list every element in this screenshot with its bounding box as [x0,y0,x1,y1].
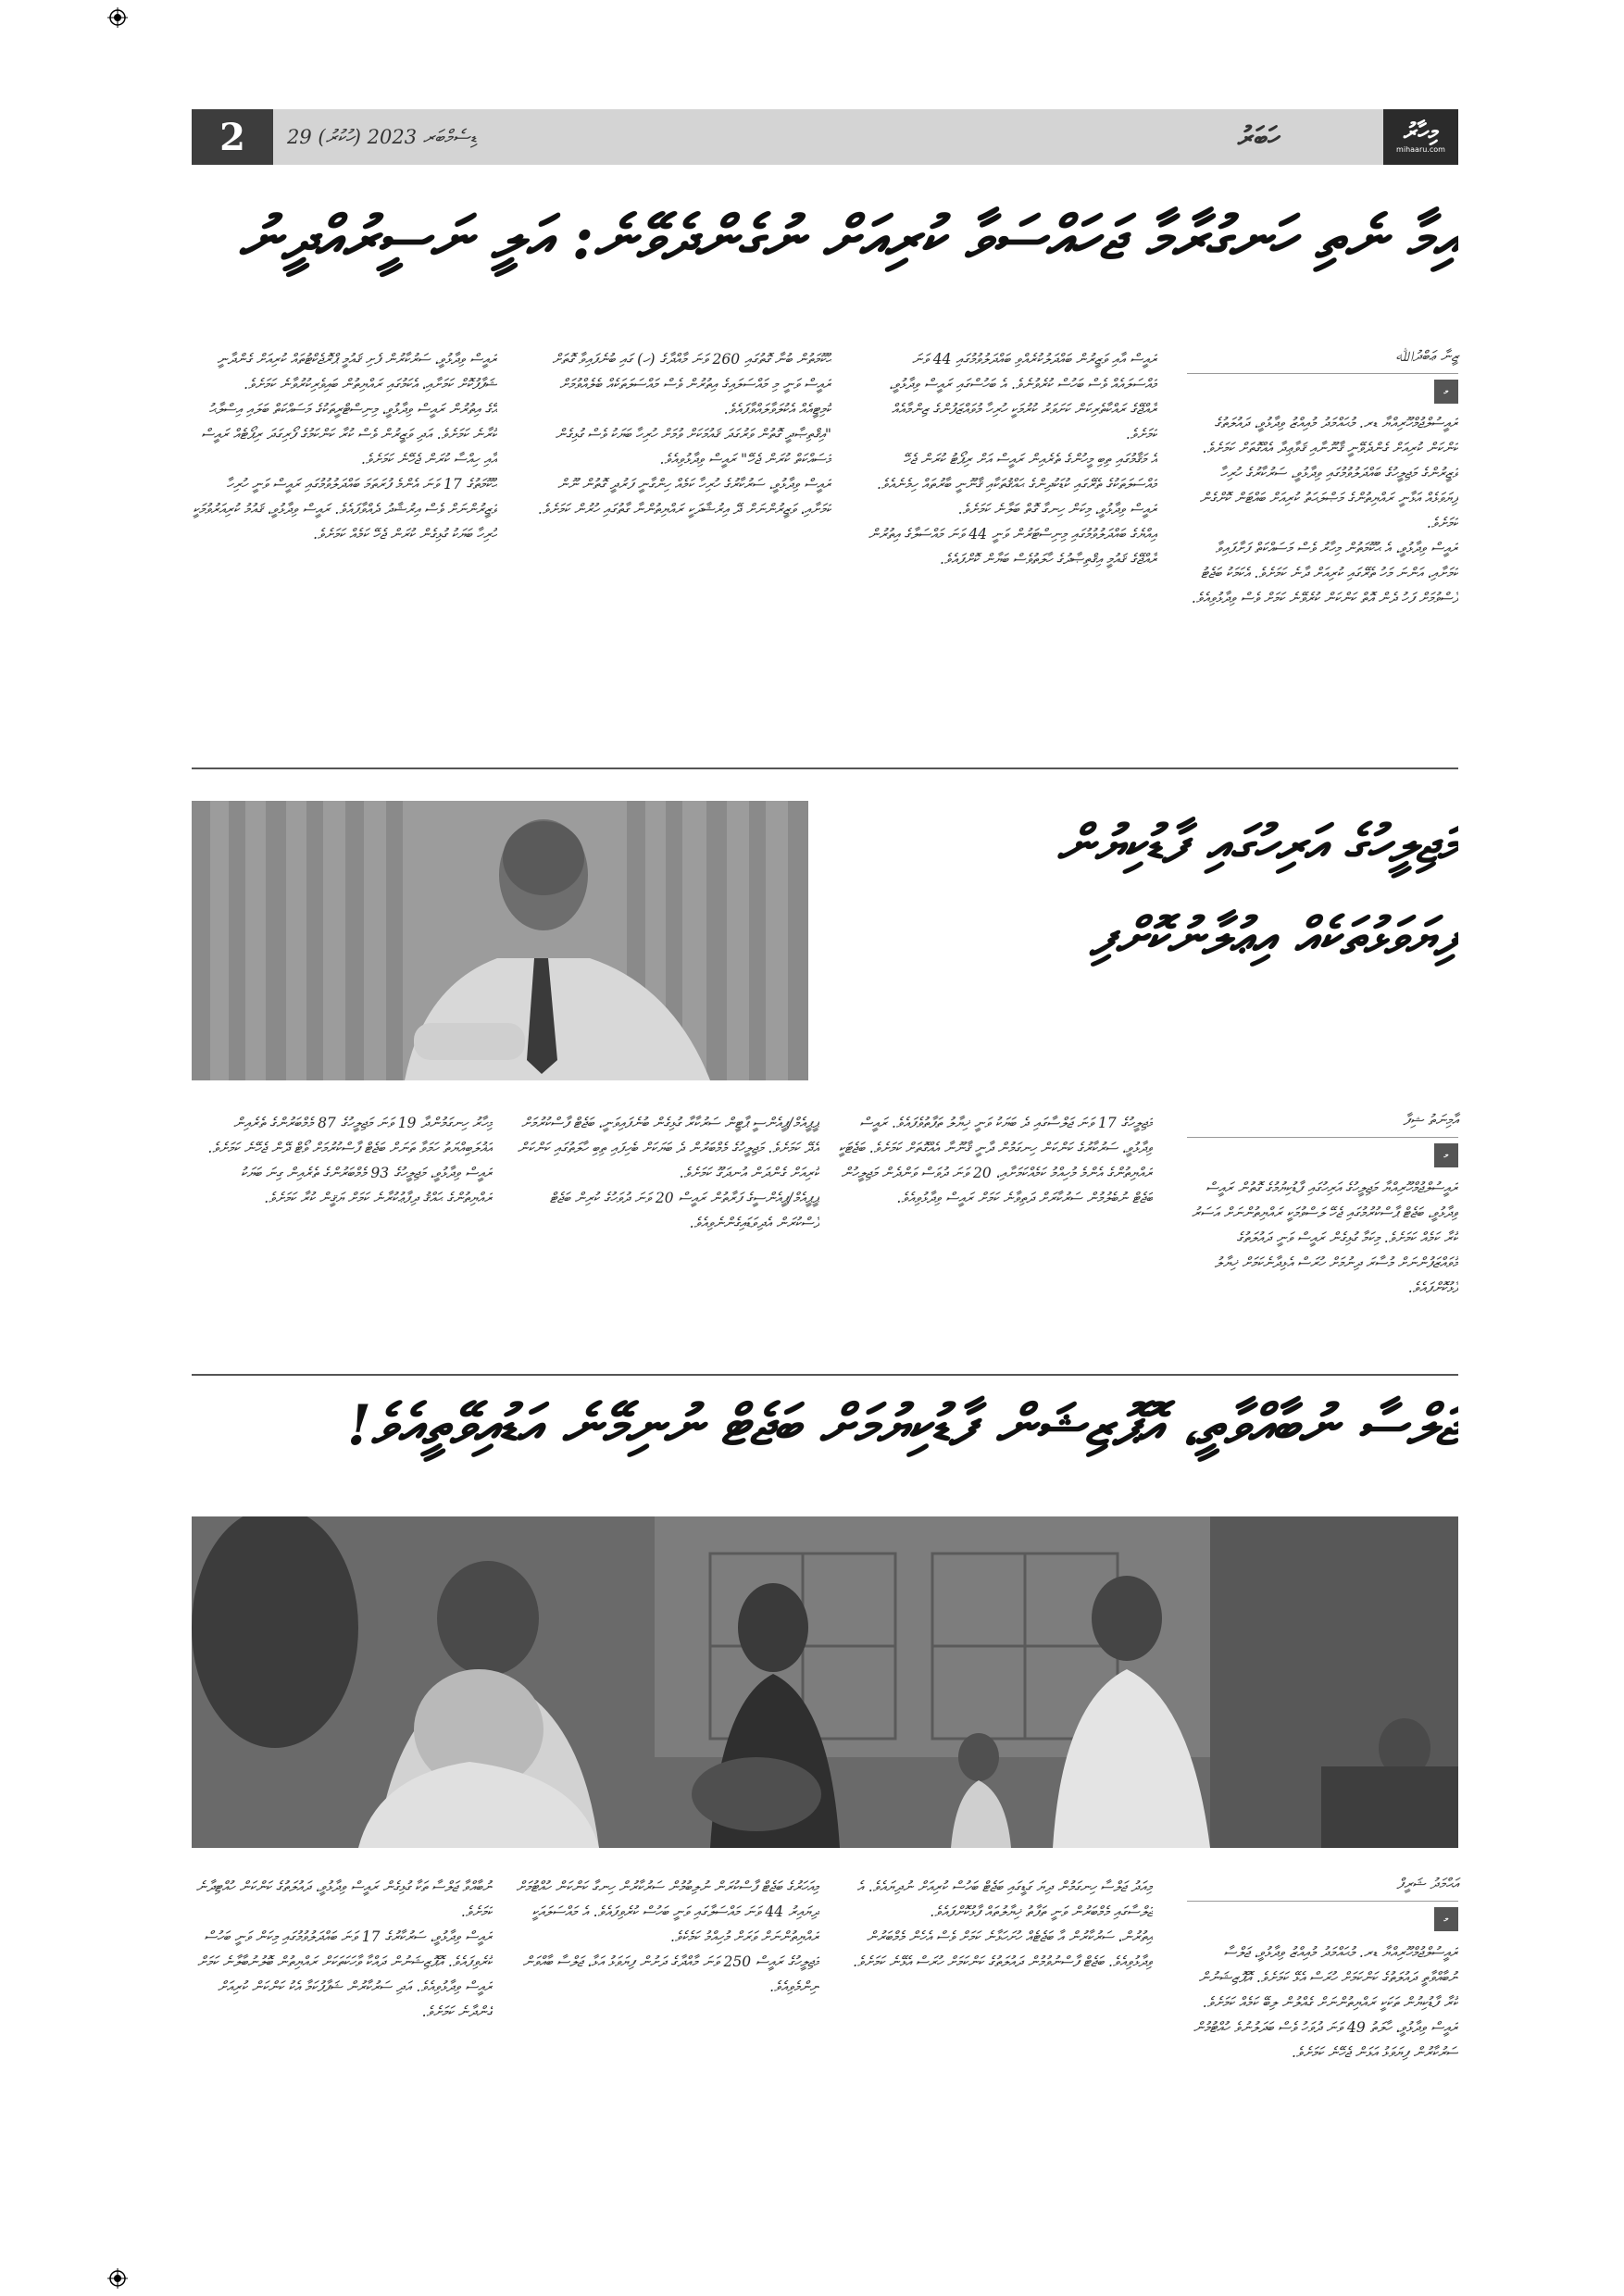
section-divider [192,767,1458,769]
article-3-column-4: ނުބާއްވާ ޖަލްސާ ތަކާ ގުޅިގެން ރައީސް ވިދާޅުވީ، ދައުލަތުގެ ކަންކަން ހުއްޓިދާނެ ކަމަށެވެ. ރައީސް ވިދާޅުވީ، ސަރުކާރުގެ 17 ވަނަ ބައްދަލުވުމުގައި މިކަން ވަނީ ބަހުސް ކުރެވިފައެވެ. އޮޕޮޒިޝަނުން ދައްކާ ވާހަކަތަކަށް ރައްޔިތުން ބޮލުނުބާލާނެ ކަމަށް ރައީސް ވިދާޅުވިއެވެ. އަދި ސަރުކާރުން ޝަފާފުކަމާ އެކު ކަންކަން ކުރިއަށް ގެންދާނެ ކަމަށެވެ. [195,1878,493,2020]
article-2-byline: އާމިނަތު ޝިފާ [1403,1111,1458,1129]
byline-rule [1187,1137,1458,1138]
article-1-byline: ޒީނާ ޢަބްދުﷲ [1394,347,1458,365]
article-2-headline-line-2: ފިޔަވަޅުތަކެއް އިޢުލާނުކޮށްފި [1090,906,1458,967]
article-2-headline-line-1: މަޖިލީހުގެ އަރިހުގައި ފާޑުކިޔުން [1056,814,1458,875]
article-3-photo [192,1516,1458,1848]
article-1-column-4: ރައީސް ވިދާޅުވީ، ސަރުކާރުން ފެށި ޤައުމީ ޕްރޮޖެކްޓުތައް ކުރިއަށް ގެންދާނީ ޝަފާފުކޮށް ކަމަށާއި، އެކަމުގައި ރައްޔިތުން ބައިވެރިކުރުވާނެ ކަމަށެވެ. އޭގެ އިތުރުން ރައީސް ވިދާޅުވީ، މިނިސްޓްރީތަކުގެ މަސައްކަތް ބަލައި އިސްލާޙު ކުރާނެ ކަމަށެވެ. އަދި ވަޒީރުން ވެސް ކުރާ ކަންކަމުގެ ފޯރިގަދަ ރިޕޯޓެއް ރައީސް އާއި ހިއްސާ ކުރަން ޖެހޭނެ ކަމަށެވެ. ޙުކޫމަތުގެ 17 ވަނަ އެންމެ ފުރަތަމަ ބައްދަލުވުމުގައި ރައީސް ވަނީ ހުރިހާ ވަޒީރުންނަށް ވެސް އިރުޝާދު ދެއްވާފައެވެ. ރައީސް ވިދާޅުވީ، ޤައުމު ކުރިއަރުވުމަކީ ހުރިހާ ބަޔަކު ގުޅިގެން ކުރަން ޖެހޭ ކަމެއް ކަމަށެވެ. [193,351,497,543]
article-3-byline: އަޙްމަދު ޝަރީފް [1396,1875,1458,1892]
article-2-photo [192,801,808,1080]
logo-sub: mihaaru.com [1396,145,1445,154]
byline-rule [1187,373,1458,374]
mihaaru-logo-icon: މ [1434,380,1458,404]
article-2-column-2: މަޖިލީހުގެ 17 ވަނަ ޖަލްސާގައި ދެ ބަޔަކު ވަނީ ޚިޔާލު ތަފާތުވެފައެވެ. ރައީސް ވިދާޅުވީ، ސަރުކާރުގެ ކަންކަން ހިނގަމުން ދާނީ ޤާނޫނާ އެއްގޮތަށް ކަމަށެވެ. ބަޖެޓަކީ ރައްޔިތުންގެ އެންމެ މުހިއްމު ކަމެއްކަމަށާއި، 20 ވަނަ ދުވަސް ވަންދެން މަޖިލީހުން ބަޖެޓް ނުބެލުމުން ސަރުކާރަށް ދަތިވާނެ ކަމަށް ރައީސް ވިދާޅުވިއެވެ. [838,1115,1153,1206]
article-1-column-3: ޙުކޫމަތުން ބުނާ ގޮތުގައި 260 ވަނަ މާއްދާގެ (ހ) ގައި ބުނެފައިވާ ގޮތަށް ރައީސް ވަނީ މި މައްސަލައިގެ އިތުރުން ވެސް މައްސަލަތަކެއް ބެލެއްވުމަށް ކޮމިޓީއެއް އެކުލަވާލައްވާފައެވެ. "އިޤްތިޞާދީ ގޮތުން ވަރުގަދަ ޤައުމަކަށް ވުމަށް ހުރިހާ ބަޔަކު ވެސް ގުޅިގެން މަސައްކަތް ކުރަން ޖެހޭ" ރައީސް ވިދާޅުވިއެވެ. ރައީސް ވިދާޅުވީ، ސަރުކާރުގެ ހުރިހާ ކަމެއް ހިންގާނީ ފަރުދީ ގޮތުން ނޫން ކަމަށާއި، ވަޒީރުންނަށް ދޭ އިރުޝާދަކީ ރައްޔިތުންނާ ގާތުގައި ހުރުން ކަމަށެވެ. [537,351,831,518]
article-1-headline: އިމާ ނެތި ހަނގުރާމާ ޖަހައްސަވާ ކުރިއަށް ނުގެންދެވޭނެ: އަލީ ނަސީރުއްދީނު [238,204,1458,273]
article-1-column-2: ރައީސް އާއި ވަޒީރުން ބައްދަލުކުރެއްވި ބައްދަލުވުމުގައި 44 ވަނަ މައްސަލައެއް ވެސް ބަހުސް ކުރެވުނެވެ. އެ ބަހުސްގައި ރައީސް ވިދާޅުވީ، ރާއްޖޭގެ ރައްކާތެރިކަން ކަށަވަރު ކުރުމަކީ ހުރިހާ މުވައްޒަފުންގެ ޒިންމާއެއް ކަމަށެވެ. އެ މަޤާމުގައި ތިބި މީހުންގެ ތެރެއިން ރައީސް އަށް ރިޕޯޓު ކުރަން ޖެހޭ މައްސަލަތަކުގެ ތެރޭގައި ކުޑަކުދިންގެ ޙައްޤުތަކާއި ޤާނޫނީ ބާރުތައް ހިމެނެއެވެ. ރައީސް ވިދާޅުވީ، މިކަން ހިނގާ ގޮތް ބަލާނެ ކަމަށެވެ. އިއްޔެގެ ބައްދަލުވުމުގައި މިނިސްޓަރުން ވަނީ 44 ވަނަ މައްސަލާގެ އިތުރުން ރާއްޖޭގެ ޤައުމީ އިޤްތިޞާދުގެ ހާލަތުވެސް ބަޔާން ކޮށްފައެވެ. [868,351,1157,568]
article-3-column-2: މިއަދު ޖަލްސާ ހިނގަމުން ދިޔަ ގަޑީގައި ބަޖެޓް ބަހުސް ކުރިއަށް ނުދިޔައެވެ. އެ ޖަލްސާގައި މެމްބަރުން ވަނީ ތަފާތު ޚިޔާލުތައް ފާޅުކޮށްފައެވެ. އިތުރުން، ސަރުކާރުން އާ ބަޖެޓެއް ހުށަހަޅާނެ ކަމަށް ވެސް އެހެން މެމްބަރުން ވިދާޅުވިއެވެ. ބަޖެޓް ފާސްނުވުމުން ދައުލަތުގެ ކަންކަމަށް ހުރަސް އެޅޭނެ ކަމަށެވެ. [853,1878,1153,1970]
article-1-column-1: ރައީސުލްޖުމްހޫރިއްޔާ ޑރ. މުޙައްމަދު މުއިއްޒު ވިދާޅުވީ، ދައުލަތުގެ ކަންކަން ކުރިއަށް ގެންދެވޭނީ ޤާނޫނާއި ޤަވާޢިދާ އެއްގޮތަށް ކަމަށެވެ. ވަޒީރުންގެ މަޖިލީހުގެ ބައްދަލުވުމުގައި ވިދާޅުވީ، ސަރުކާރުގެ ހުރިހާ ފިޔަވަޅެއް އަޅާނީ ރައްޔިތުންގެ މަޞްލަޙަތު ކުރިއަށް ބައްޓަން ކޮށްގެން ކަމަށެވެ. ރައީސް ވިދާޅުވީ، އެ ޙުކޫމަތުން މިހާރު ވެސް މަސައްކަތް ފަށާފައިވާ ކަމަށާއި، އަންނަ މަހު ތެރޭގައި ކުރިއަށް ދާނެ ކަމަށެވެ. އެކަމަކު ބަޖެޓު ފާސްވުމަށް ފަހު ދެން އޮތް ކަންކަން ކުރެވޭނެ ކަމަށް ވެސް ވިދާޅުވިއެވެ. [1191,415,1458,606]
article-2-column-3: ޕީޕީއެމް/ޕީއެންސީ ޕާޓީން ސަރުކާރާ ގުޅިގެން ބުނެފައިވަނީ، ބަޖެޓް ފާސްކުރުމަށް އެދޭ ކަމަށެވެ. މަޖިލީހުގެ މެމްބަރުން ދެ ބަޔަކަށް ބެހިފައި ތިބި ހާލަތުގައި ކަންކަން ކުރިއަށް ގެންދަން އުނދަގޫ ކަމަށެވެ. ޕީޕީއެމް/ޕީއެންސީގެ ފަރާތުން ރައީސް 20 ވަނަ ދުވަހުގެ ކުރިން ބަޖެޓް ފާސްކުރަން އެދިވަޑައިގެންނެވިއެވެ. [517,1115,819,1231]
byline-rule [1187,1901,1458,1902]
page-number: 2 [192,109,273,165]
mihaaru-logo-icon: މ [1434,1907,1458,1931]
header-date: 29 ޑިސެމްބަރ 2023 (ހުކުރު) [287,125,477,148]
article-2-column-4: މިހާރު ހިނގަމުންދާ 19 ވަނަ މަޖިލީހުގެ 87 މެމްބަރުންގެ ތެރެއިން އަޣުލަބިއްޔަތު ހަމަވާ ތަނަށް ބަޖެޓް ފާސްކުރުމަށް ވޯޓް ދޭން ޖެހޭނެ ކަމަށެވެ. ރައީސް ވިދާޅުވީ، މަޖިލީހުގެ 93 މެމްބަރުންގެ ތެރެއިން ގިނަ ބަޔަކު ރައްޔިތުންގެ ޙައްޤު ދިފާޢުކުރާނެ ކަމަށް ޔަޤީން ކުރާ ކަމަށެވެ. [207,1115,493,1206]
mihaaru-logo-icon: މ [1434,1143,1458,1167]
article-3-headline: ޖަލްސާ ނުބާއްވާތީ، އޮޕޮޒިޝަން ފާޑުކިޔުމަށް ބަޖެޓް ނުނިމޭނެ އަޑުއިވޭތީއެވެ! [346,1393,1458,1458]
article-3-column-3: މިއަހަރުގެ ބަޖެޓް ފާސްކުރަން ނުލިބުމުން ސަރުކާރުން ހިނގާ ކަންކަން ހުއްޓުމަށް ދިޔައިރު 44 ވަނަ މައްސަލާގައި ވަނީ ބަހުސް ކުރެވިފައެވެ. އެ މައްސަލައަކީ ރައްޔިތުންނަށް ވަރަށް މުހިއްމު ކަމެކެވެ. މަޖިލީހުގެ ރައީސް 250 ވަނަ މާއްދާގެ ދަށުން ފިޔަވަޅު އަޅާ، ޖަލްސާ ބާއްވަން ނިންމެވިއެވެ. [516,1878,819,1995]
registration-mark-icon [107,7,128,28]
section-label: ހަބަރު [1237,120,1281,154]
mihaaru-logo-icon [1383,109,1458,165]
article-2-column-1: ރައީސުލްޖުމްހޫރިއްޔާ މަޖިލީހުގެ އަރިހުގައި ފާޑުކިޔުމުގެ ގޮތުން ރައީސް ވިދާޅުވީ، ބަޖެޓް ޕާސްކުރުމުގައި ޖެހޭ ލަސްވުމަކީ ރައްޔިތުންނަށް އަސަރު ކުރާ ކަމެއް ކަމަށެވެ. މިކަމާ ގުޅިގެން ރައީސް ވަނީ ދައުލަތުގެ މުވައްޒަފުންނަށް މުސާރަ ދިނުމަށް ހުރަސް އެޅިދާނެކަމަށް ޚިޔާލު ފާޅުކޮށްފައެވެ. [1192,1179,1458,1296]
article-3-column-1: ރައީސުލްޖުމްހޫރިއްޔާ ޑރ. މުޙައްމަދު މުއިއްޒު ވިދާޅުވީ، ޖަލްސާ ނުބާއްވާތީ ދައުލަތުގެ ކަންކަމަށް ހުރަސް އެޅޭ ކަމަށެވެ. އޮޕޮޒިޝަނުން ކުރާ ފާޑުކިޔުން ތަކަކީ ރައްޔިތުންނަށް ގެއްލުން ލިބޭ ކަމެއް ކަމަށެވެ. ރައީސް ވިދާޅުވީ، ހާލަތު 49 ވަނަ ދުވަހު ވެސް ބަދަލުނުވެ ހުއްޓުމުން ސަރުކާރުން ފިޔަވަޅު އަޅަން ޖެހޭނެ ކަމަށެވެ. [1193,1944,1458,2061]
section-divider [192,1374,1458,1376]
registration-mark-icon [107,2268,128,2289]
logo-text: މިހާރު [1404,119,1438,146]
